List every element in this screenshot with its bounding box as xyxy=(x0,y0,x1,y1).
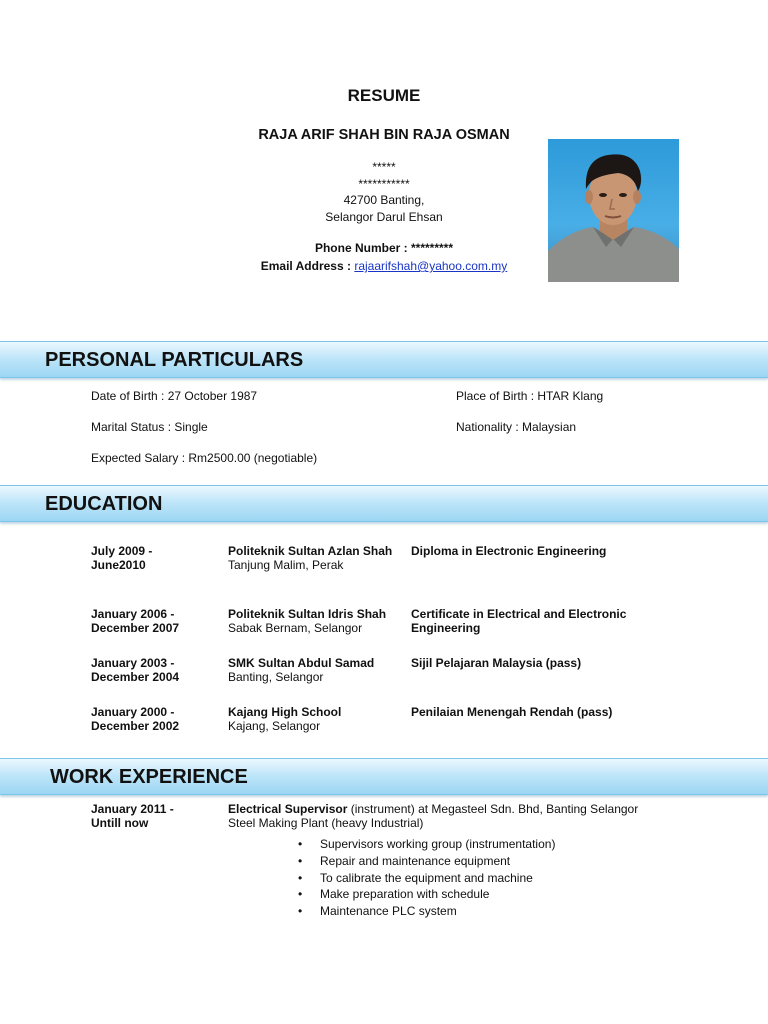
school-name: SMK Sultan Abdul Samad xyxy=(228,656,375,670)
school-location: Banting, Selangor xyxy=(228,670,324,684)
school-location: Sabak Bernam, Selangor xyxy=(228,621,363,635)
date-end: December 2004 xyxy=(91,670,180,684)
personal-section-header xyxy=(0,341,768,378)
qualification-line: Engineering xyxy=(411,621,481,635)
school-name: Kajang High School xyxy=(228,705,342,719)
bullet-icon: • xyxy=(298,870,303,885)
job-employer: (instrument) at Megasteel Sdn. Bhd, Banting Selangor xyxy=(347,802,639,816)
date-end: December 2007 xyxy=(91,621,180,635)
qualification-line: Certificate in Electrical and Electronic xyxy=(411,607,627,621)
work-position xyxy=(228,802,638,830)
phone-label: Phone Number : xyxy=(314,241,411,255)
date-start: January 2000 - xyxy=(91,705,175,719)
education-date xyxy=(91,656,179,684)
candidate-name: RAJA ARIF SHAH BIN RAJA OSMAN xyxy=(258,127,510,143)
date-end: Untill now xyxy=(91,816,149,830)
date-start: January 2011 - xyxy=(91,802,174,816)
job-title: Electrical Supervisor xyxy=(228,802,348,816)
education-date xyxy=(91,705,179,733)
portrait-illustration xyxy=(548,139,679,282)
qualification-line: Penilaian Menengah Rendah (pass) xyxy=(411,705,613,719)
education-school xyxy=(228,544,392,572)
list-item: • Supervisors working group (instrumentation) xyxy=(298,837,556,851)
date-start: January 2003 - xyxy=(91,656,175,670)
school-location: Tanjung Malim, Perak xyxy=(228,558,344,572)
education-date xyxy=(91,607,179,635)
email-link[interactable]: rajaarifshah@yahoo.com.my xyxy=(354,259,508,273)
dob-text: Date of Birth : 27 October 1987 xyxy=(91,389,258,403)
marital-status-text: Marital Status : Single xyxy=(91,420,208,434)
education-qualification xyxy=(411,705,612,719)
school-location: Kajang, Selangor xyxy=(228,719,321,733)
date-end: June2010 xyxy=(91,558,146,572)
bullet-icon: • xyxy=(298,837,303,851)
email-label: Email Address : xyxy=(260,259,355,273)
date-end: December 2002 xyxy=(91,719,180,733)
education-section-header xyxy=(0,485,768,522)
education-date xyxy=(91,544,152,572)
list-item: • Make preparation with schedule xyxy=(298,887,490,902)
profile-photo xyxy=(548,139,679,282)
job-plant: Steel Making Plant (heavy Industrial) xyxy=(228,816,424,830)
bullet-icon: • xyxy=(298,887,303,902)
resume-title: RESUME xyxy=(347,86,421,105)
section-title: EDUCATION xyxy=(45,493,163,515)
section-title: WORK EXPERIENCE xyxy=(50,766,248,788)
list-item: • To calibrate the equipment and machine xyxy=(298,870,533,885)
duties-list xyxy=(298,836,555,920)
education-school xyxy=(228,607,386,635)
bullet-icon: • xyxy=(298,853,303,868)
nationality-text: Nationality : Malaysian xyxy=(456,420,577,434)
work-section-header xyxy=(0,758,768,795)
list-item: • Maintenance PLC system xyxy=(298,904,457,919)
section-title: PERSONAL PARTICULARS xyxy=(45,349,304,371)
list-item: • Repair and maintenance equipment xyxy=(298,853,511,868)
education-school xyxy=(228,656,374,684)
school-name: Politeknik Sultan Idris Shah xyxy=(228,607,387,621)
address-line: 42700 Banting, xyxy=(343,193,425,207)
date-start: July 2009 - xyxy=(91,544,153,558)
pob-text: Place of Birth : HTAR Klang xyxy=(456,389,604,403)
qualification-line: Diploma in Electronic Engineering xyxy=(411,544,607,558)
address-line: Selangor Darul Ehsan xyxy=(325,210,443,224)
education-qualification xyxy=(411,656,581,670)
address-line: ***** xyxy=(372,160,396,174)
education-school xyxy=(228,705,341,733)
date-start: January 2006 - xyxy=(91,607,175,621)
address-line: *********** xyxy=(358,177,410,191)
qualification-line: Sijil Pelajaran Malaysia (pass) xyxy=(411,656,582,670)
bullet-icon: • xyxy=(298,904,303,919)
work-date xyxy=(91,802,174,830)
school-name: Politeknik Sultan Azlan Shah xyxy=(228,544,393,558)
education-qualification xyxy=(411,607,626,635)
expected-salary-text: Expected Salary : Rm2500.00 (negotiable) xyxy=(91,451,318,465)
education-qualification xyxy=(411,544,606,558)
phone-value: ********* xyxy=(410,241,454,255)
